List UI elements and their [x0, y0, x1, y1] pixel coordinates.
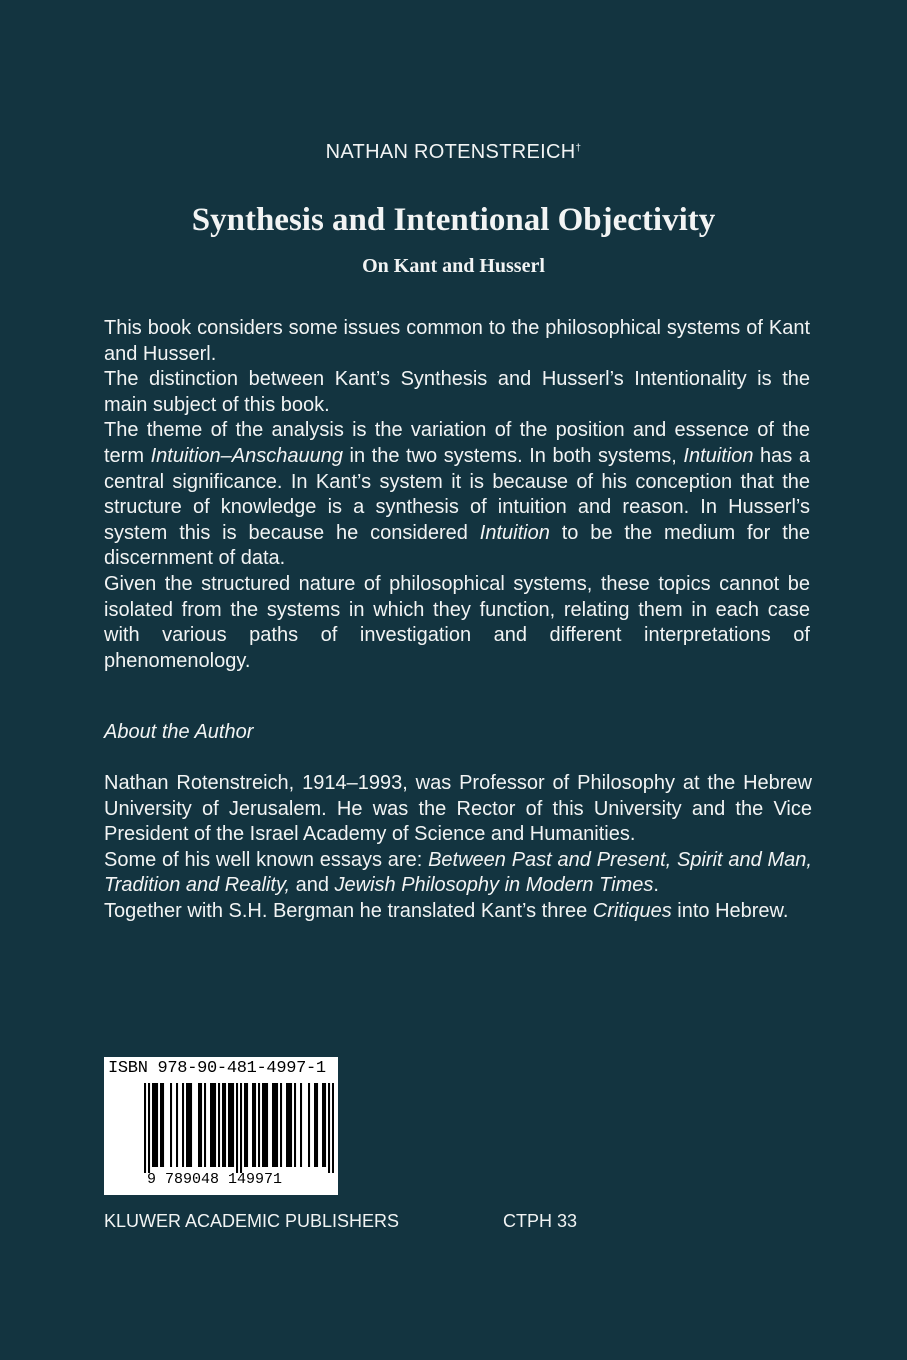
barcode-bar	[254, 1083, 256, 1167]
barcode-bar	[314, 1083, 316, 1167]
description-paragraph-1: This book considers some issues common to the philosophical systems of Kant and Husserl.	[104, 317, 810, 365]
barcode-bar	[276, 1083, 278, 1167]
desc3-term-intuition: Intuition	[683, 444, 754, 467]
barcode-bar	[152, 1083, 154, 1167]
barcode-bar	[274, 1083, 276, 1167]
author-name-text: NATHAN ROTENSTREICH	[325, 141, 576, 163]
description-paragraph-4: Given the structured nature of philosophical systems, these topics cannot be isolated from the systems in which they function, relating them in each case with various paths of investigation and different interpretations of phenomenology.	[104, 572, 810, 672]
barcode-bar	[232, 1083, 234, 1167]
barcode-bar	[300, 1083, 302, 1167]
barcode-bar	[280, 1083, 282, 1167]
barcode-bar	[182, 1083, 184, 1167]
barcode-bar	[188, 1083, 190, 1167]
barcode-bar	[294, 1083, 296, 1167]
desc3-term-intuition-anschauung: Intuition–Anschauung	[150, 444, 343, 467]
deceased-mark: †	[575, 143, 582, 154]
about2-essays: Between Past and Present, Spirit and Man, Tradition and Reality,	[104, 848, 812, 897]
about-paragraph-1: Nathan Rotenstreich, 1914–1993, was Professor of Philosophy at the Hebrew University of Jerusalem. He was the Rector of this University and the Vice President of the Israel Academy of Science and Humanities.	[104, 772, 812, 846]
barcode-bar	[332, 1083, 334, 1173]
barcode-bar	[286, 1083, 288, 1167]
about3-text-a: Together with S.H. Bergman he translated Kant’s three	[104, 899, 593, 922]
barcode-bar	[176, 1083, 178, 1167]
about-paragraph-3	[104, 899, 812, 925]
barcode-bar	[186, 1083, 188, 1167]
barcode-bar	[162, 1083, 164, 1167]
barcode-bar	[288, 1083, 290, 1167]
barcode-bar	[144, 1083, 146, 1173]
barcode-digits	[147, 1171, 337, 1188]
barcode-bar	[224, 1083, 226, 1167]
desc3-text-c: in the two systems. In both systems,	[342, 444, 684, 467]
about2-text-e: .	[653, 874, 659, 897]
barcode-bar	[252, 1083, 254, 1167]
barcode-bar	[198, 1083, 200, 1167]
barcode-bar	[190, 1083, 192, 1167]
barcode-bar	[156, 1083, 158, 1167]
barcode-bars	[144, 1083, 334, 1173]
barcode-bar	[266, 1083, 268, 1167]
barcode-bar	[222, 1083, 224, 1167]
author-name	[0, 141, 907, 164]
book-title: Synthesis and Intentional Objectivity	[191, 202, 716, 238]
barcode-bar	[240, 1083, 242, 1173]
about-author-heading: About the Author	[104, 721, 254, 743]
barcode-bar	[210, 1083, 212, 1167]
barcode-bar	[160, 1083, 162, 1167]
barcode-bar	[200, 1083, 202, 1167]
barcode-bar	[244, 1083, 246, 1167]
barcode-bar	[264, 1083, 266, 1167]
barcode-bar	[230, 1083, 232, 1167]
barcode-bar	[328, 1083, 330, 1173]
barcode-main-digits: 789048 149971	[165, 1171, 283, 1188]
barcode-bar	[236, 1083, 238, 1173]
barcode-bar	[290, 1083, 292, 1167]
about-author	[104, 771, 812, 925]
book-description	[104, 316, 810, 674]
about2-text-c: and	[290, 874, 335, 897]
barcode-lead-digit: 9	[147, 1171, 157, 1188]
about2-text-a: Some of his well known essays are:	[104, 848, 429, 871]
barcode-bar	[154, 1083, 156, 1167]
desc3-text-e: has a central significance. In Kant’s system it is because of his conception that the structure of knowledge is a synthesis of intuition and reason. In Husserl’s system this is because he considered	[104, 444, 810, 544]
barcode-bar	[170, 1083, 172, 1167]
barcode-bar	[262, 1083, 264, 1167]
desc3-text-g: to be the medium for the discernment of data.	[104, 521, 811, 570]
desc3-text-a: The theme of the analysis is the variation of the position and essence of the term	[104, 419, 810, 467]
series-code: CTPH 33	[503, 1211, 578, 1231]
barcode-bar	[204, 1083, 206, 1167]
isbn-barcode	[104, 1057, 338, 1195]
description-paragraph-3	[104, 418, 810, 572]
desc3-term-intuition-2: Intuition	[479, 521, 550, 544]
barcode-bar	[246, 1083, 248, 1167]
about3-critiques: Critiques	[592, 899, 672, 922]
barcode-bar	[258, 1083, 260, 1167]
barcode-bar	[324, 1083, 326, 1167]
about2-essay-jewish-philosophy: Jewish Philosophy in Modern Times	[334, 874, 654, 897]
barcode-bar	[214, 1083, 216, 1167]
barcode-bar	[308, 1083, 310, 1167]
about-paragraph-2	[104, 848, 812, 899]
barcode-bar	[322, 1083, 324, 1167]
publisher-name: KLUWER ACADEMIC PUBLISHERS	[104, 1211, 400, 1231]
barcode-bar	[148, 1083, 150, 1173]
barcode-bar	[218, 1083, 220, 1167]
barcode-bar	[212, 1083, 214, 1167]
description-paragraph-2: The distinction between Kant’s Synthesis and Husserl’s Intentionality is the main subject of this book.	[104, 368, 810, 416]
barcode-bar	[272, 1083, 274, 1167]
book-subtitle: On Kant and Husserl	[362, 255, 545, 277]
barcode-bar	[228, 1083, 230, 1167]
barcode-bar	[316, 1083, 318, 1167]
about3-text-c: into Hebrew.	[671, 899, 789, 922]
isbn-label: ISBN 978-90-481-4997-1	[108, 1059, 326, 1078]
